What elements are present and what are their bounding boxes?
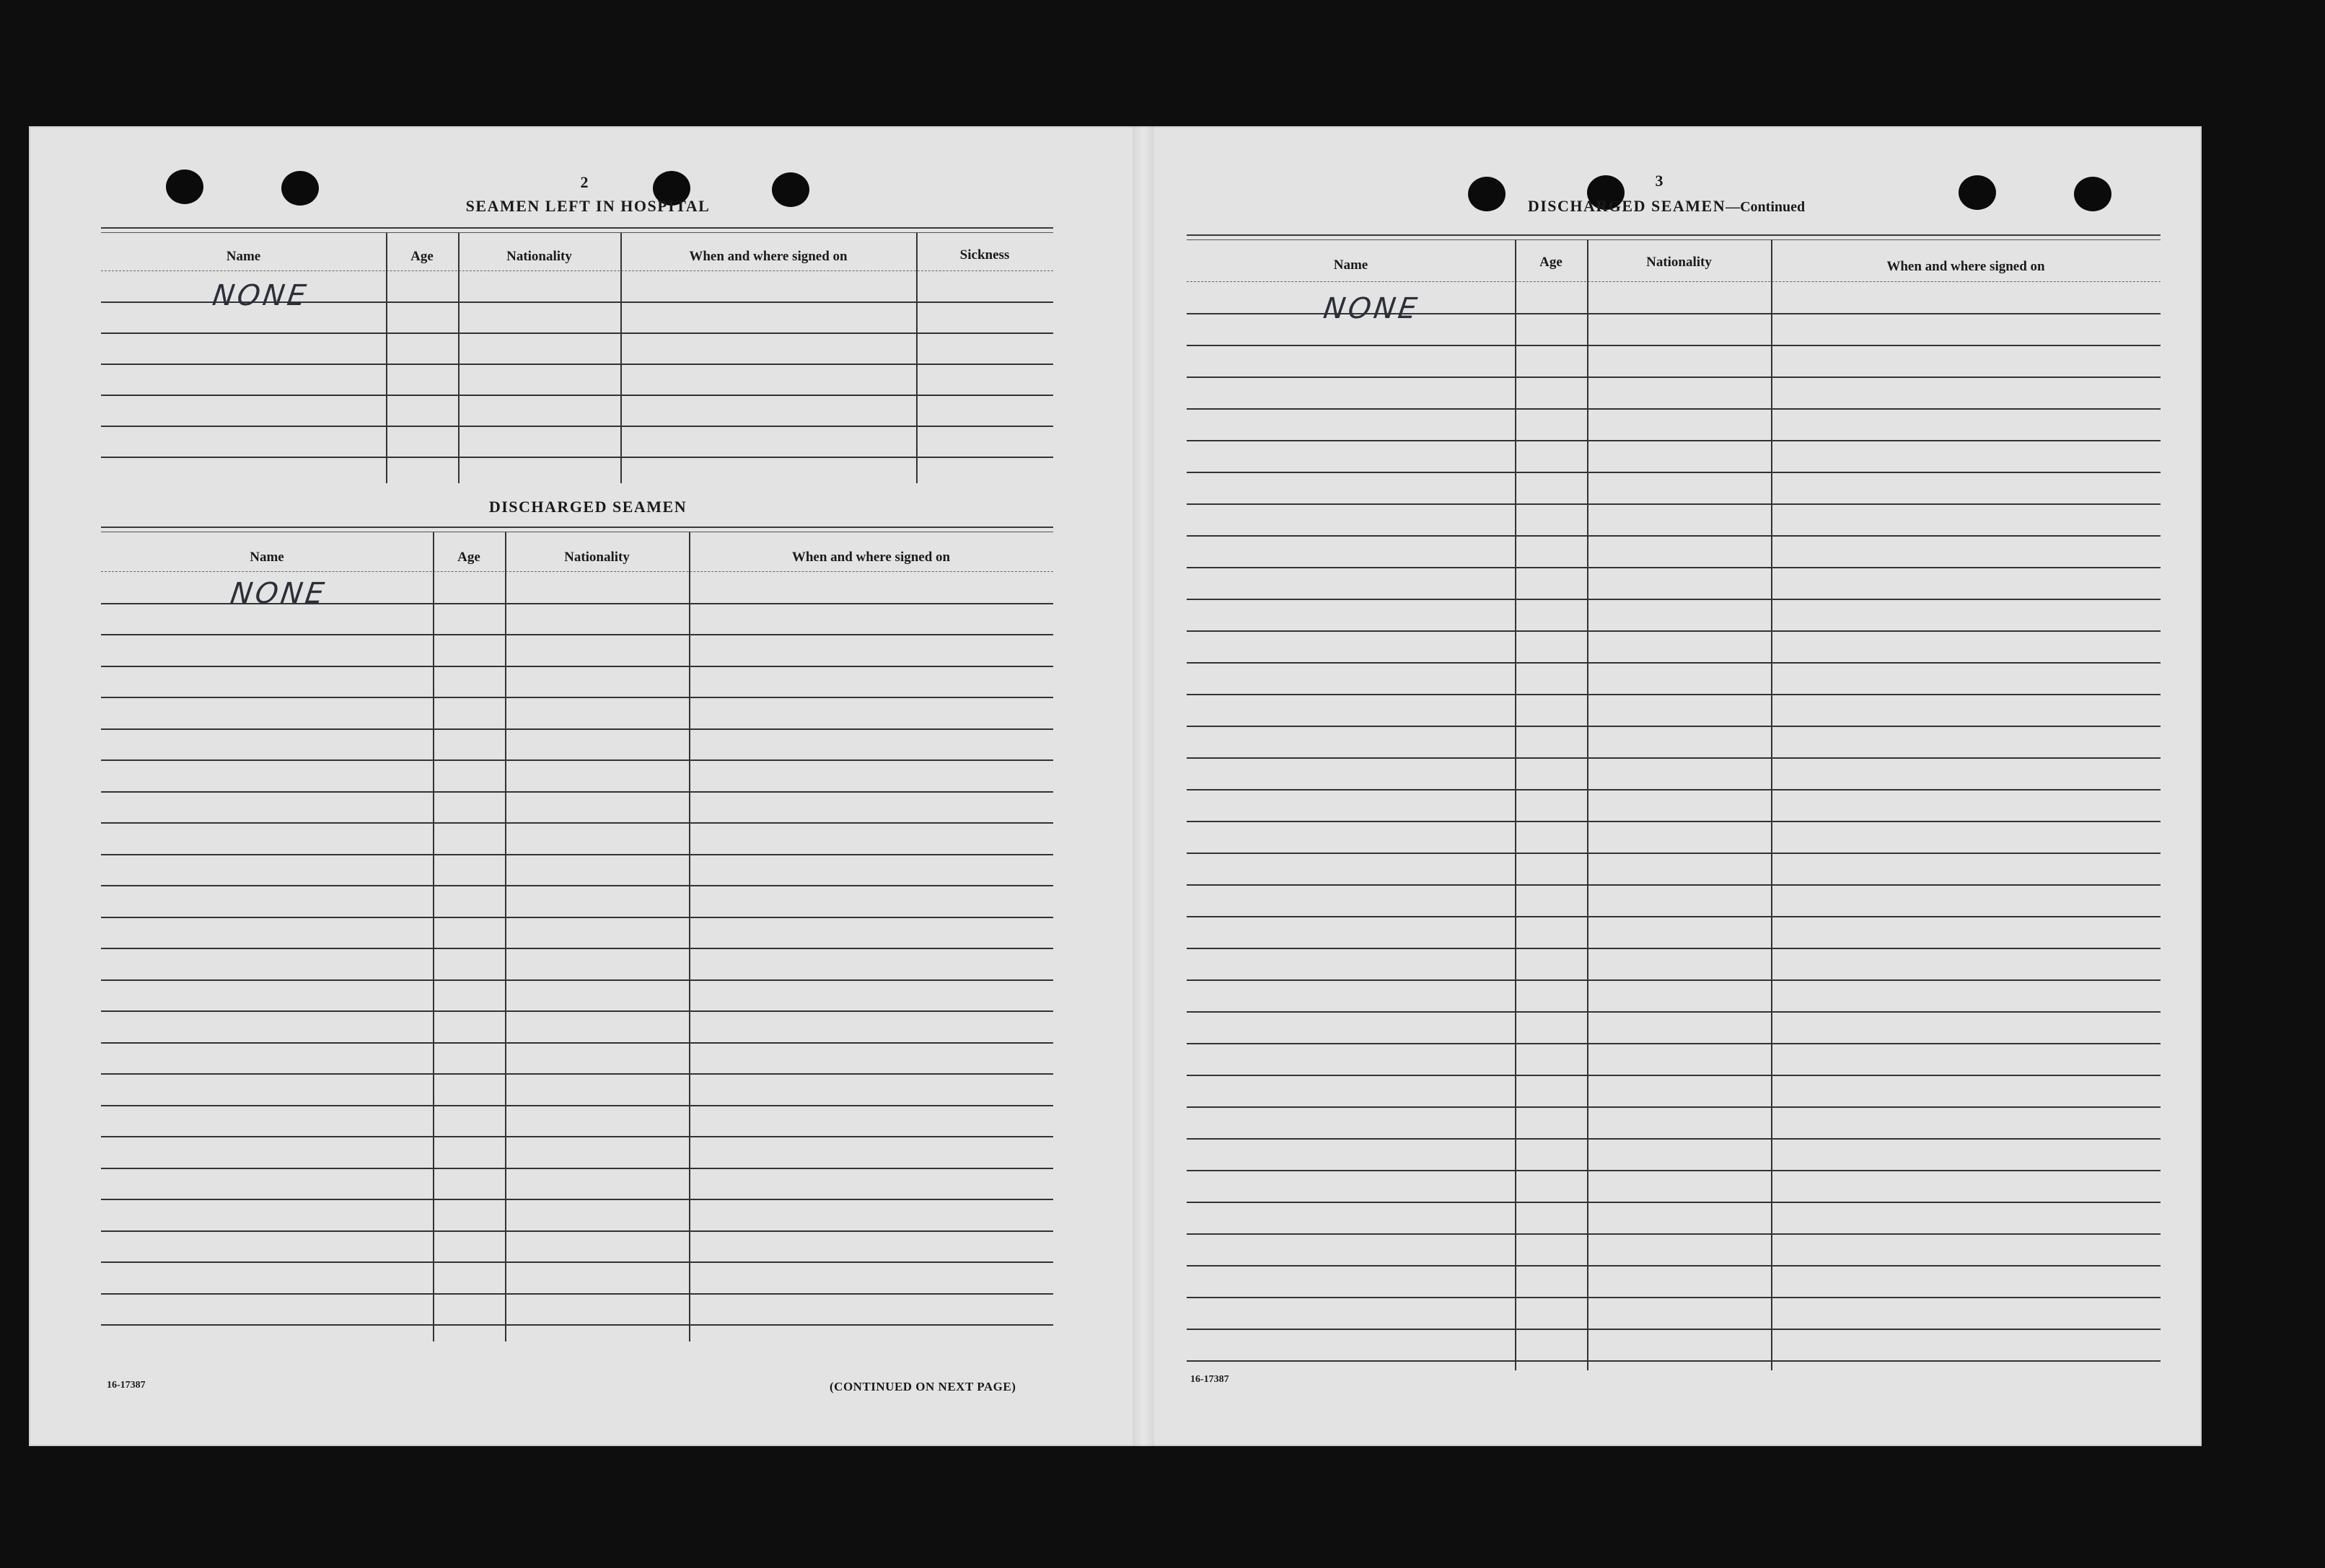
page-fold: [1133, 126, 1154, 1446]
column-header-age: Age: [1539, 255, 1563, 270]
row-line: [101, 979, 1053, 981]
row-line: [1187, 789, 2161, 790]
row-line: [101, 948, 1053, 949]
row-line: [101, 364, 1053, 365]
row-line: [1187, 599, 2161, 600]
row-line: [101, 332, 1053, 334]
row-line: [1187, 694, 2161, 695]
column-header-signed-on: When and where signed on: [791, 550, 951, 565]
row-line: [101, 1010, 1053, 1012]
row-line: [1187, 281, 2161, 282]
column-header-name: Name: [226, 249, 261, 264]
table-top-rule: [101, 227, 1053, 229]
row-line: [1187, 567, 2161, 568]
table-top-rule: [101, 527, 1053, 528]
column-header-nationality: Nationality: [564, 550, 630, 565]
discharged-table: [101, 527, 1053, 1342]
row-line: [101, 1105, 1053, 1106]
form-number-left: 16-17387: [107, 1380, 146, 1391]
column-header-signed-on: When and where signed on: [689, 249, 848, 264]
row-line: [1187, 916, 2161, 917]
row-line: [1187, 535, 2161, 537]
row-line: [101, 697, 1053, 698]
row-line: [1187, 1138, 2161, 1140]
column-header-nationality: Nationality: [506, 249, 572, 264]
page-number-left: 2: [580, 173, 589, 191]
row-line: [1187, 1202, 2161, 1203]
row-line: [101, 917, 1053, 918]
handwritten-entry: NONE: [228, 577, 329, 610]
discharged-section-title: DISCHARGED SEAMEN: [488, 498, 687, 516]
row-line: [1187, 440, 2161, 441]
form-number-right: 16-17387: [1190, 1374, 1229, 1385]
row-line: [1187, 408, 2161, 410]
row-line: [101, 1168, 1053, 1169]
table-top-rule: [1187, 234, 2161, 236]
row-line: [1187, 948, 2161, 949]
row-line: [1187, 1297, 2161, 1298]
row-line: [1187, 630, 2161, 632]
column-divider: [1587, 240, 1588, 1370]
row-line: [1187, 1075, 2161, 1076]
discharged-continued-table: [1187, 234, 2161, 1370]
handwritten-entry: NONE: [1321, 292, 1422, 325]
row-line: [1187, 979, 2161, 981]
row-line: [101, 728, 1053, 730]
column-divider: [458, 233, 460, 483]
column-divider: [386, 233, 387, 483]
row-line: [1187, 821, 2161, 822]
row-line: [1187, 1043, 2161, 1044]
hospital-table: [101, 227, 1053, 483]
column-divider: [916, 233, 918, 483]
row-line: [1187, 345, 2161, 346]
punch-hole: [1959, 175, 1996, 210]
table-top-rule: [1187, 239, 2161, 240]
row-line: [1187, 376, 2161, 378]
column-header-age: Age: [457, 550, 480, 565]
column-header-age: Age: [410, 249, 434, 264]
continued-title-suffix: —Continued: [1726, 199, 1806, 215]
column-header-nationality: Nationality: [1646, 255, 1712, 270]
row-line: [101, 666, 1053, 667]
row-line: [101, 1136, 1053, 1137]
column-divider: [1771, 240, 1772, 1370]
row-line: [1187, 1233, 2161, 1235]
row-line: [101, 759, 1053, 761]
row-line: [101, 1261, 1053, 1263]
row-line: [101, 791, 1053, 793]
row-line: [101, 822, 1053, 824]
row-line: [1187, 726, 2161, 727]
continued-title-main: DISCHARGED SEAMEN: [1527, 197, 1726, 215]
column-divider: [620, 233, 622, 483]
row-line: [101, 1199, 1053, 1200]
row-line: [1187, 757, 2161, 759]
row-line: [101, 854, 1053, 855]
row-line: [101, 1230, 1053, 1232]
punch-hole: [2074, 177, 2111, 211]
row-line: [101, 1293, 1053, 1295]
column-divider: [689, 532, 690, 1342]
row-line: [101, 1073, 1053, 1075]
row-line: [1187, 1106, 2161, 1108]
row-line: [101, 571, 1053, 572]
row-line: [1187, 1329, 2161, 1330]
row-line: [1187, 1011, 2161, 1013]
continued-section-title: [1464, 197, 1868, 216]
column-header-signed-on: When and where signed on: [1886, 259, 2045, 274]
row-line: [1187, 472, 2161, 473]
row-line: [101, 270, 1053, 271]
column-header-sickness: Sickness: [959, 247, 1010, 263]
row-line: [101, 395, 1053, 396]
row-line: [1187, 662, 2161, 664]
column-divider: [1515, 240, 1516, 1370]
column-header-name: Name: [250, 550, 284, 565]
column-header-name: Name: [1333, 257, 1368, 273]
document-sheet: [29, 126, 2202, 1446]
column-divider: [505, 532, 506, 1342]
row-line: [1187, 853, 2161, 854]
row-line: [101, 426, 1053, 427]
row-line: [1187, 1360, 2161, 1362]
row-line: [101, 1324, 1053, 1326]
punch-hole: [281, 171, 319, 206]
table-top-rule: [101, 232, 1053, 233]
continued-note: (CONTINUED ON NEXT PAGE): [830, 1380, 1016, 1393]
row-line: [1187, 1170, 2161, 1171]
row-line: [101, 885, 1053, 886]
page-number-right: 3: [1655, 172, 1663, 190]
handwritten-entry: NONE: [210, 279, 311, 312]
row-line: [1187, 503, 2161, 505]
column-divider: [433, 532, 434, 1342]
row-line: [101, 457, 1053, 458]
row-line: [101, 634, 1053, 635]
row-line: [101, 1042, 1053, 1044]
hospital-section-title: SEAMEN LEFT IN HOSPITAL: [465, 197, 711, 215]
row-line: [1187, 1265, 2161, 1267]
row-line: [1187, 884, 2161, 886]
punch-hole: [166, 169, 203, 204]
